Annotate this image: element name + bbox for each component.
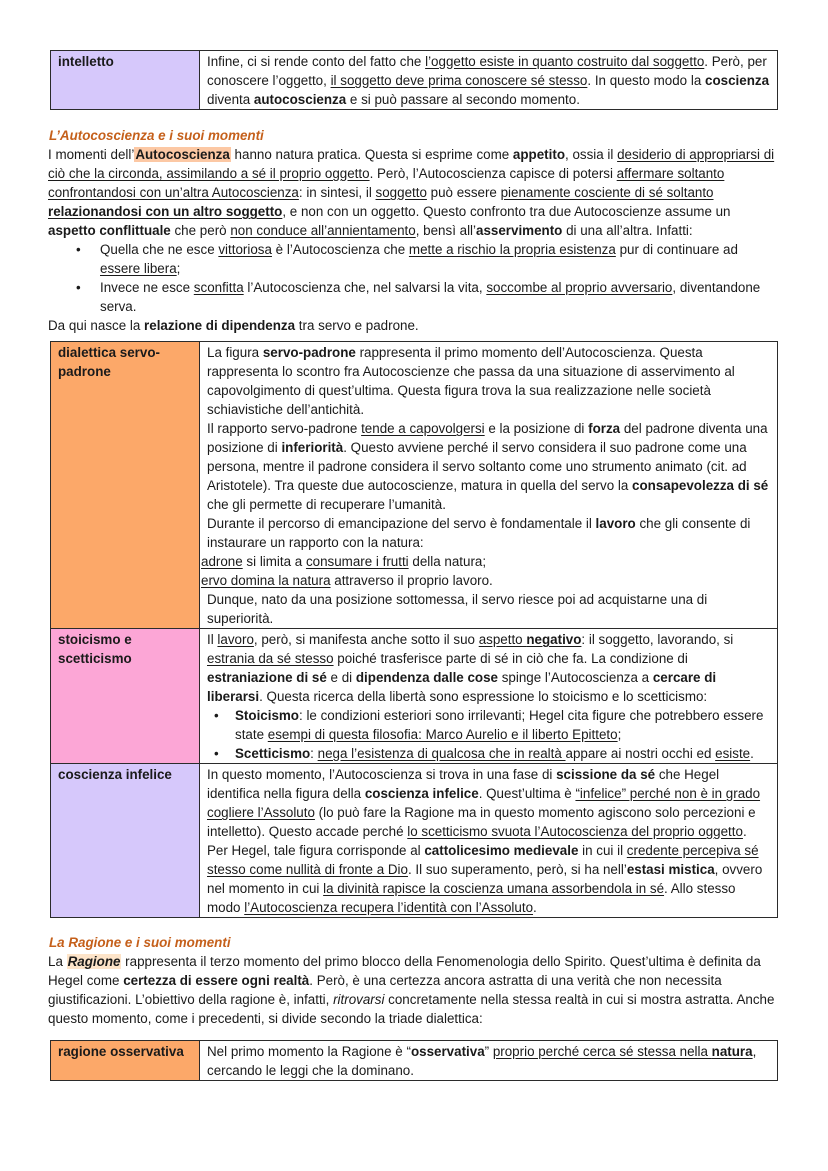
line-padrone: adrone si limita a consumare i frutti della natura; xyxy=(201,554,487,569)
table-row xyxy=(51,764,778,918)
row-key-coscienza-infelice: coscienza infelice xyxy=(51,764,200,918)
list-item: • Quella che ne esce vittoriosa è l’Autocoscienza che mette a rischio la propria esistenza pur di continuare ad essere libera; xyxy=(76,242,738,276)
line-servo: ervo domina la natura attraverso il proprio lavoro. xyxy=(201,573,493,588)
bullet-icon: • xyxy=(214,708,219,723)
table-ragione-moments xyxy=(50,1040,778,1081)
list-item: • Stoicismo: le condizioni esteriori sono irrilevanti; Hegel cita figure che potrebbero essere state esempi di questa filosofia: Marco Aurelio e il liberto Epitteto; xyxy=(214,708,764,742)
table-row xyxy=(51,51,778,110)
table-row xyxy=(51,342,778,629)
row-key-servo-padrone: dialettica servo- padrone xyxy=(51,342,200,629)
row-key-intelletto: intelletto xyxy=(51,51,200,110)
table-row xyxy=(51,1041,778,1081)
row-text-stoicismo: Il lavoro, però, si manifesta anche sotto il suo aspetto negativo: il soggetto, lavorando, si estrania da sé stesso poiché trasferisce parte di sé in ciò che fa. La condizione di estraniazione di sé e di dipendenza dalle cose spinge l’Autocoscienza a cercare di liberarsi. Questa ricerca della libertà sono espressione lo stoicismo e lo scetticismo: • Stoicismo: le condizioni esteriori sono irrilevanti; Hegel cita figure che potrebbero essere state esempi di questa filosofia: Marco Aurelio e il liberto Epitteto; • Scetticismo: nega l’esistenza di qualcosa che in realtà appare ai nostri occhi ed esiste. xyxy=(200,629,778,764)
row-text-coscienza-infelice: In questo momento, l’Autocoscienza si trova in una fase di scissione da sé che Hegel identifica nella figura della coscienza infelice. Quest’ultima è “infelice” perché non è in grado cogliere l’Assoluto (lo può fare la Ragione ma in questo momento agiscono solo percezioni e intelletto). Questo accade perché lo scetticismo svuota l’Autocoscienza del proprio oggetto. Per Hegel, tale figura corrisponde al cattolicesimo medievale in cui il credente percepiva sé stesso come nullità di fronte a Dio. Il suo superamento, però, si ha nell’estasi mistica, ovvero nel momento in cui la divinità rapisce la coscienza umana assorbendola in sé. Allo stesso modo l’Autocoscienza recupera l’identità con l’Assoluto. xyxy=(200,764,778,918)
table-row xyxy=(51,629,778,764)
row-key-stoicismo: stoicismo e scetticismo xyxy=(51,629,200,764)
list-item: • Invece ne esce sconfitta l’Autocoscienza che, nel salvarsi la vita, soccombe al proprio avversario, diventandone serva. xyxy=(76,280,761,314)
section-heading-ragione: La Ragione e i suoi momenti xyxy=(49,935,231,950)
paragraph-autocoscienza-intro: I momenti dell’Autocoscienza hanno natura pratica. Questa si esprime come appetito, ossia il desiderio di appropriarsi di ciò che la circonda, assimilando a sé il proprio oggetto. Però, l’Autocoscienza capisce di potersi affermare soltanto confrontandosi con un’altra Autocoscienza: in sintesi, il soggetto può essere pienamente cosciente di sé soltanto relazionandosi con un altro soggetto, e non con un oggetto. Questo confronto tra due Autocoscienze assume un aspetto conflittuale che però non conduce all’annientamento, bensì all’asservimento di una all’altra. Infatti: xyxy=(48,147,775,238)
bullet-icon: • xyxy=(76,242,81,257)
bullet-list-autocoscienza xyxy=(50,240,778,316)
row-text-servo-padrone: La figura servo-padrone rappresenta il primo momento dell’Autocoscienza. Questa rappresenta lo scontro fra Autocoscienze che passa da una situazione di asservimento al capovolgimento di quest’ultima. Questa figura trova la sua realizzazione nelle società schiavistiche dell’antichità. Il rapporto servo-padrone tende a capovolgersi e la posizione di forza del padrone diventa una posizione di inferiorità. Questo avviene perché il servo considera il suo padrone come una persona, mentre il padrone considera il servo soltanto come uno strumento animato (cit. ad Aristotele). Tra queste due autocoscienze, matura in quella del servo la consapevolezza di sé che gli permette di recuperare l’umanità. Durante il percorso di emancipazione del servo è fondamentale il lavoro che gli consente di instaurare un rapporto con la natura: adrone si limita a consumare i frutti della natura; ervo domina la natura attraverso il proprio lavoro. Dunque, nato da una posizione sottomessa, il servo riesce poi ad acquistarne una di superiorità. xyxy=(200,342,778,629)
bullet-list-stoicismo xyxy=(207,706,771,763)
bullet-icon: • xyxy=(214,746,219,761)
list-item: • Scetticismo: nega l’esistenza di qualcosa che in realtà appare ai nostri occhi ed esiste. xyxy=(214,746,754,761)
table-autocoscienza-moments xyxy=(50,341,778,918)
row-text-intelletto: Infine, ci si rende conto del fatto che l’oggetto esiste in quanto costruito dal soggetto. Però, per conoscere l’oggetto, il soggetto deve prima conoscere sé stesso. In questo modo la coscienza diventa autocoscienza e si può passare al secondo momento. xyxy=(200,51,778,110)
paragraph-ragione-intro: La Ragione rappresenta il terzo momento del primo blocco della Fenomenologia dello Spirito. Quest’ultima è definita da Hegel come certezza di essere ogni realtà. Però, è una certezza ancora astratta di una verità che non necessita giustificazioni. L’obiettivo della ragione è, infatti, ritrovarsi concretamente nella stessa realtà in cui si mostra astratta. Anche questo momento, come i precedenti, si divide secondo la triade dialettica: xyxy=(48,954,775,1026)
document-page xyxy=(50,50,778,1081)
row-key-ragione-osservativa: ragione osservativa xyxy=(51,1041,200,1081)
bullet-icon: • xyxy=(76,280,81,295)
table-intelletto xyxy=(50,50,778,110)
paragraph-dipendenza: Da qui nasce la relazione di dipendenza tra servo e padrone. xyxy=(48,318,419,333)
section-heading-autocoscienza: L’Autocoscienza e i suoi momenti xyxy=(49,128,264,143)
row-text-ragione-osservativa: Nel primo momento la Ragione è “osservativa” proprio perché cerca sé stessa nella natura, cercando le leggi che la dominano. xyxy=(200,1041,778,1081)
